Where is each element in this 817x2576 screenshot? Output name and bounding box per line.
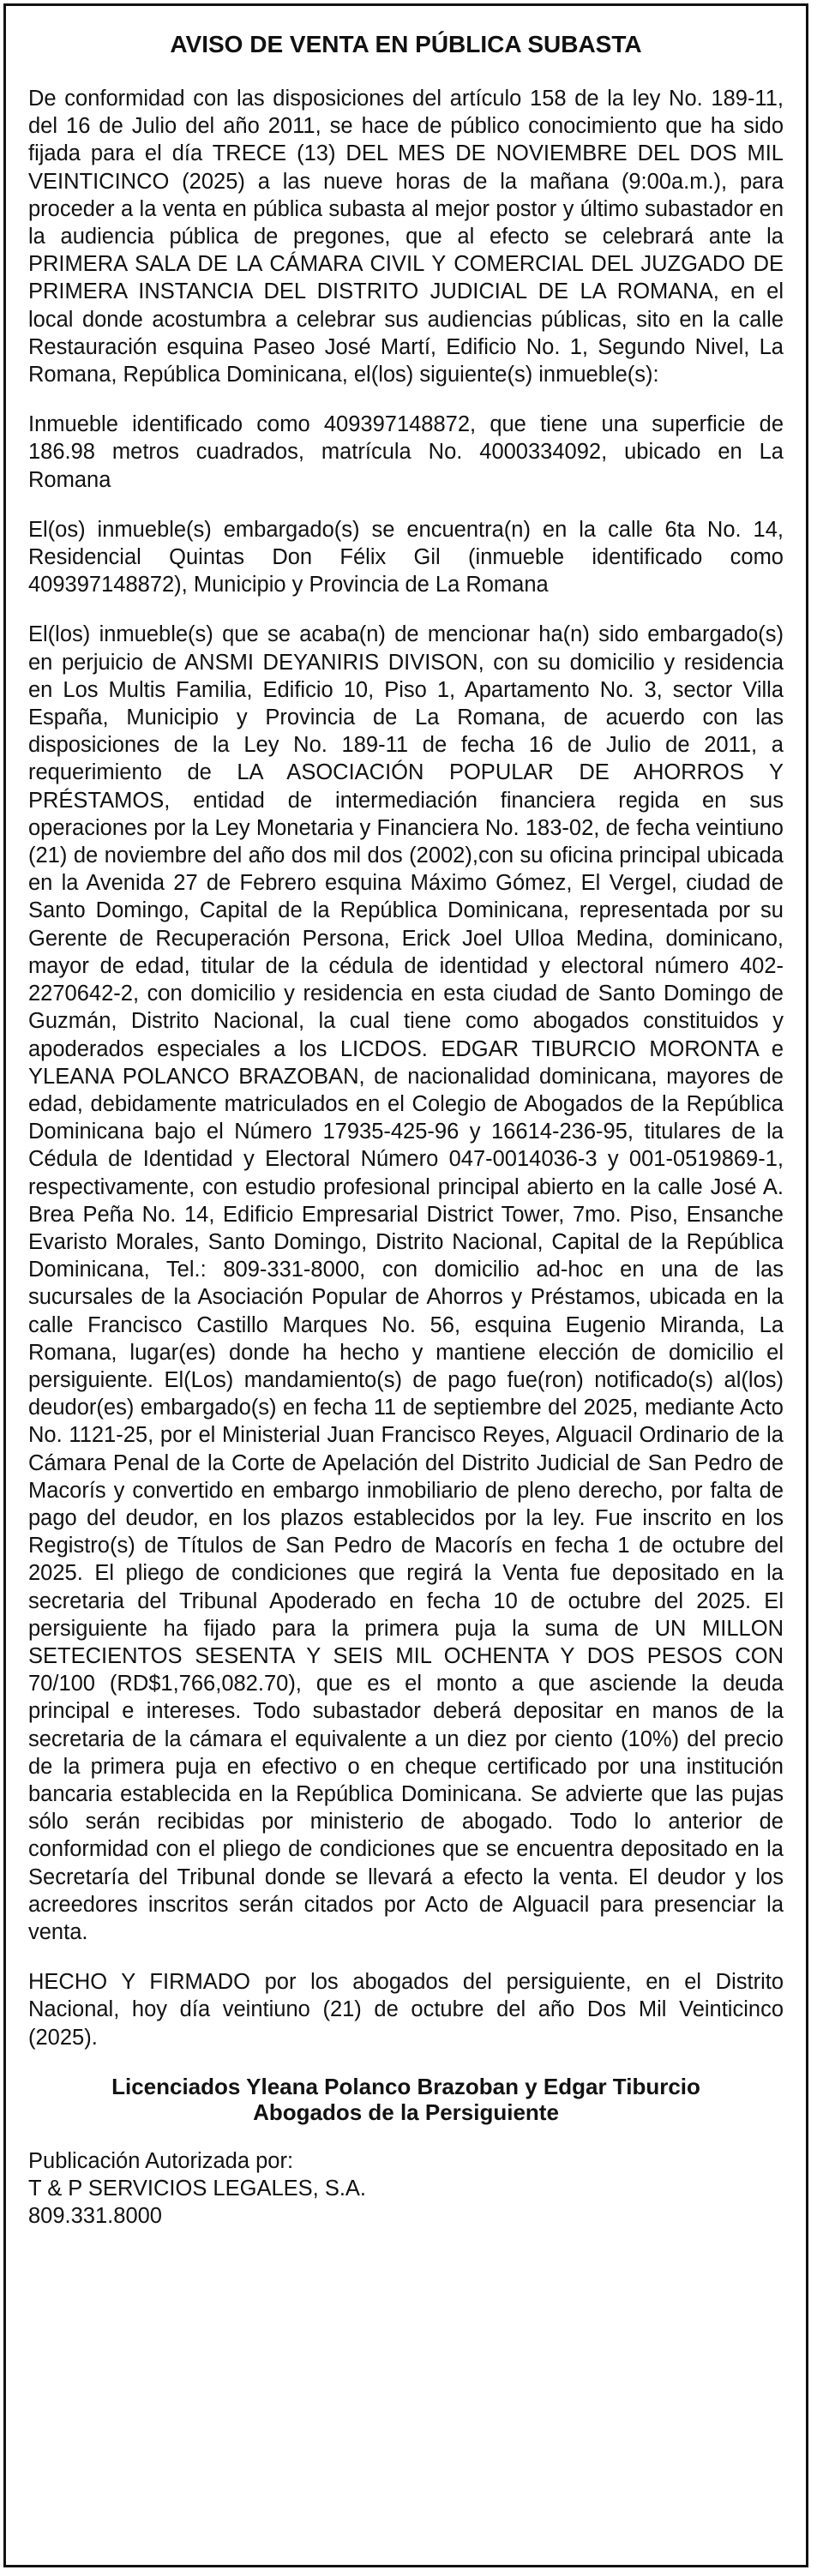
signature-names: Licenciados Yleana Polanco Brazoban y Edgar Tiburcio — [111, 2073, 700, 2099]
location-paragraph: El(os) inmueble(s) embargado(s) se encuentra(n) en la calle 6ta No. 14, Residencial Quintas Don Félix Gil (inmueble identificado como 409397148872), Municipio y Provincia de La Romana — [28, 517, 784, 597]
signed-paragraph: HECHO Y FIRMADO por los abogados del persiguiente, en el Distrito Nacional, hoy día veintiuno (21) de octubre del año Dos Mil Veinticinco (2025). — [28, 1970, 784, 2050]
publication-label: Publicación Autorizada por: — [28, 2148, 294, 2173]
intro-paragraph: De conformidad con las disposiciones del artículo 158 de la ley No. 189-11, del 16 de Julio del año 2011, se hace de público conocimiento que ha sido fijada para el día TRECE (13) DEL MES DE NOVIEMBRE DEL DOS MIL VEINTICINCO (2025) a las nueve horas de la mañana (9:00a.m.), para proceder a la venta en pública subasta al mejor postor y último subastador en la audiencia pública de pregones, que al efecto se celebrará ante la PRIMERA SALA DE LA CÁMARA CIVIL Y COMERCIAL DEL JUZGADO DE PRIMERA INSTANCIA DEL DISTRITO JUDICIAL DE LA ROMANA, en el local donde acostumbra a celebrar sus audiencias públicas, sito en la calle Restauración esquina Paseo José Martí, Edificio No. 1, Segundo Nivel, La Romana, República Dominicana, el(los) siguiente(s) inmueble(s): — [28, 87, 784, 387]
signature-block — [28, 2074, 784, 2125]
publication-block — [28, 2147, 784, 2230]
signature-role: Abogados de la Persiguiente — [253, 2099, 559, 2125]
publication-company: T & P SERVICIOS LEGALES, S.A. — [28, 2176, 367, 2201]
notice-title: AVISO DE VENTA EN PÚBLICA SUBASTA — [170, 31, 642, 57]
details-paragraph: El(los) inmueble(s) que se acaba(n) de mencionar ha(n) sido embargado(s) en perjuicio de ANSMI DEYANIRIS DIVISON, con su domicilio y residencia en Los Multis Familia, Edificio 10, Piso 1, Apartamento No. 3, sector Villa España, Municipio y Provincia de La Romana, de acuerdo con las disposiciones de la Ley No. 189-11 de fecha 16 de Julio de 2011, a requerimiento de LA ASOCIACIÓN POPULAR DE AHORROS Y PRÉSTAMOS, entidad de intermediación financiera regida en sus operaciones por la Ley Monetaria y Financiera No. 183-02, de fecha veintiuno (21) de noviembre del año dos mil dos (2002),con su oficina principal ubicada en la Avenida 27 de Febrero esquina Máximo Gómez, El Vergel, ciudad de Santo Domingo, Capital de la República Dominicana, representada por su Gerente de Recuperación Persona, Erick Joel Ulloa Medina, dominicano, mayor de edad, titular de la cédula de identidad y electoral número 402-2270642-2, con domicilio y residencia en esta ciudad de Santo Domingo de Guzmán, Distrito Nacional, la cual tiene como abogados constituidos y apoderados especiales a los LICDOS. EDGAR TIBURCIO MORONTA e YLEANA POLANCO BRAZOBAN, de nacionalidad dominicana, mayores de edad, debidamente matriculados en el Colegio de Abogados de la República Dominicana bajo el Número 17935-425-96 y 16614-236-95, titulares de la Cédula de Identidad y Electoral Número 047-0014036-3 y 001-0519869-1, respectivamente, con estudio profesional principal abierto en la calle José A. Brea Peña No. 14, Edificio Empresarial District Tower, 7mo. Piso, Ensanche Evaristo Morales, Santo Domingo, Distrito Nacional, Capital de la República Dominicana, Tel.: 809-331-8000, con domicilio ad-hoc en una de las sucursales de la Asociación Popular de Ahorros y Préstamos, ubicada en la calle Francisco Castillo Marques No. 56, esquina Eugenio Miranda, La Romana, lugar(es) donde ha hecho y mantiene elección de domicilio el persiguiente. El(Los) mandamiento(s) de pago fue(ron) notificado(s) al(los) deudor(es) embargado(s) en fecha 11 de septiembre del 2025, mediante Acto No. 1121-25, por el Ministerial Juan Francisco Reyes, Alguacil Ordinario de la Cámara Penal de la Corte de Apelación del Distrito Judicial de San Pedro de Macorís y convertido en embargo inmobiliario de pleno derecho, por falta de pago del deudor, en los plazos establecidos por la ley. Fue inscrito en los Registro(s) de Títulos de San Pedro de Macorís en fecha 1 de octubre del 2025. El pliego de condiciones que regirá la Venta fue depositado en la secretaria del Tribunal Apoderado en fecha 10 de octubre del 2025. El persiguiente ha fijado para la primera puja la suma de UN MILLON SETECIENTOS SESENTA Y SEIS MIL OCHENTA Y DOS PESOS CON 70/100 (RD$1,766,082.70), que es el monto a que asciende la deuda principal e intereses. Todo subastador deberá depositar en manos de la secretaria de la cámara el equivalente a un diez por ciento (10%) del precio de la primera puja en efectivo o en cheque certificado por una institución bancaria establecida en la República Dominicana. Se advierte que las pujas sólo serán recibidas por ministerio de abogado. Todo lo anterior de conformidad con el pliego de condiciones que se encuentra depositado en la Secretaría del Tribunal donde se llevará a efecto la venta. El deudor y los acreedores inscritos serán citados por Acto de Alguacil para presenciar la venta. — [28, 622, 784, 1944]
property-paragraph: Inmueble identificado como 409397148872, que tiene una superficie de 186.98 metros cuadrados, matrícula No. 4000334092, ubicado en La Romana — [28, 412, 784, 492]
publication-phone: 809.331.8000 — [28, 2203, 162, 2228]
legal-notice — [3, 3, 808, 2567]
